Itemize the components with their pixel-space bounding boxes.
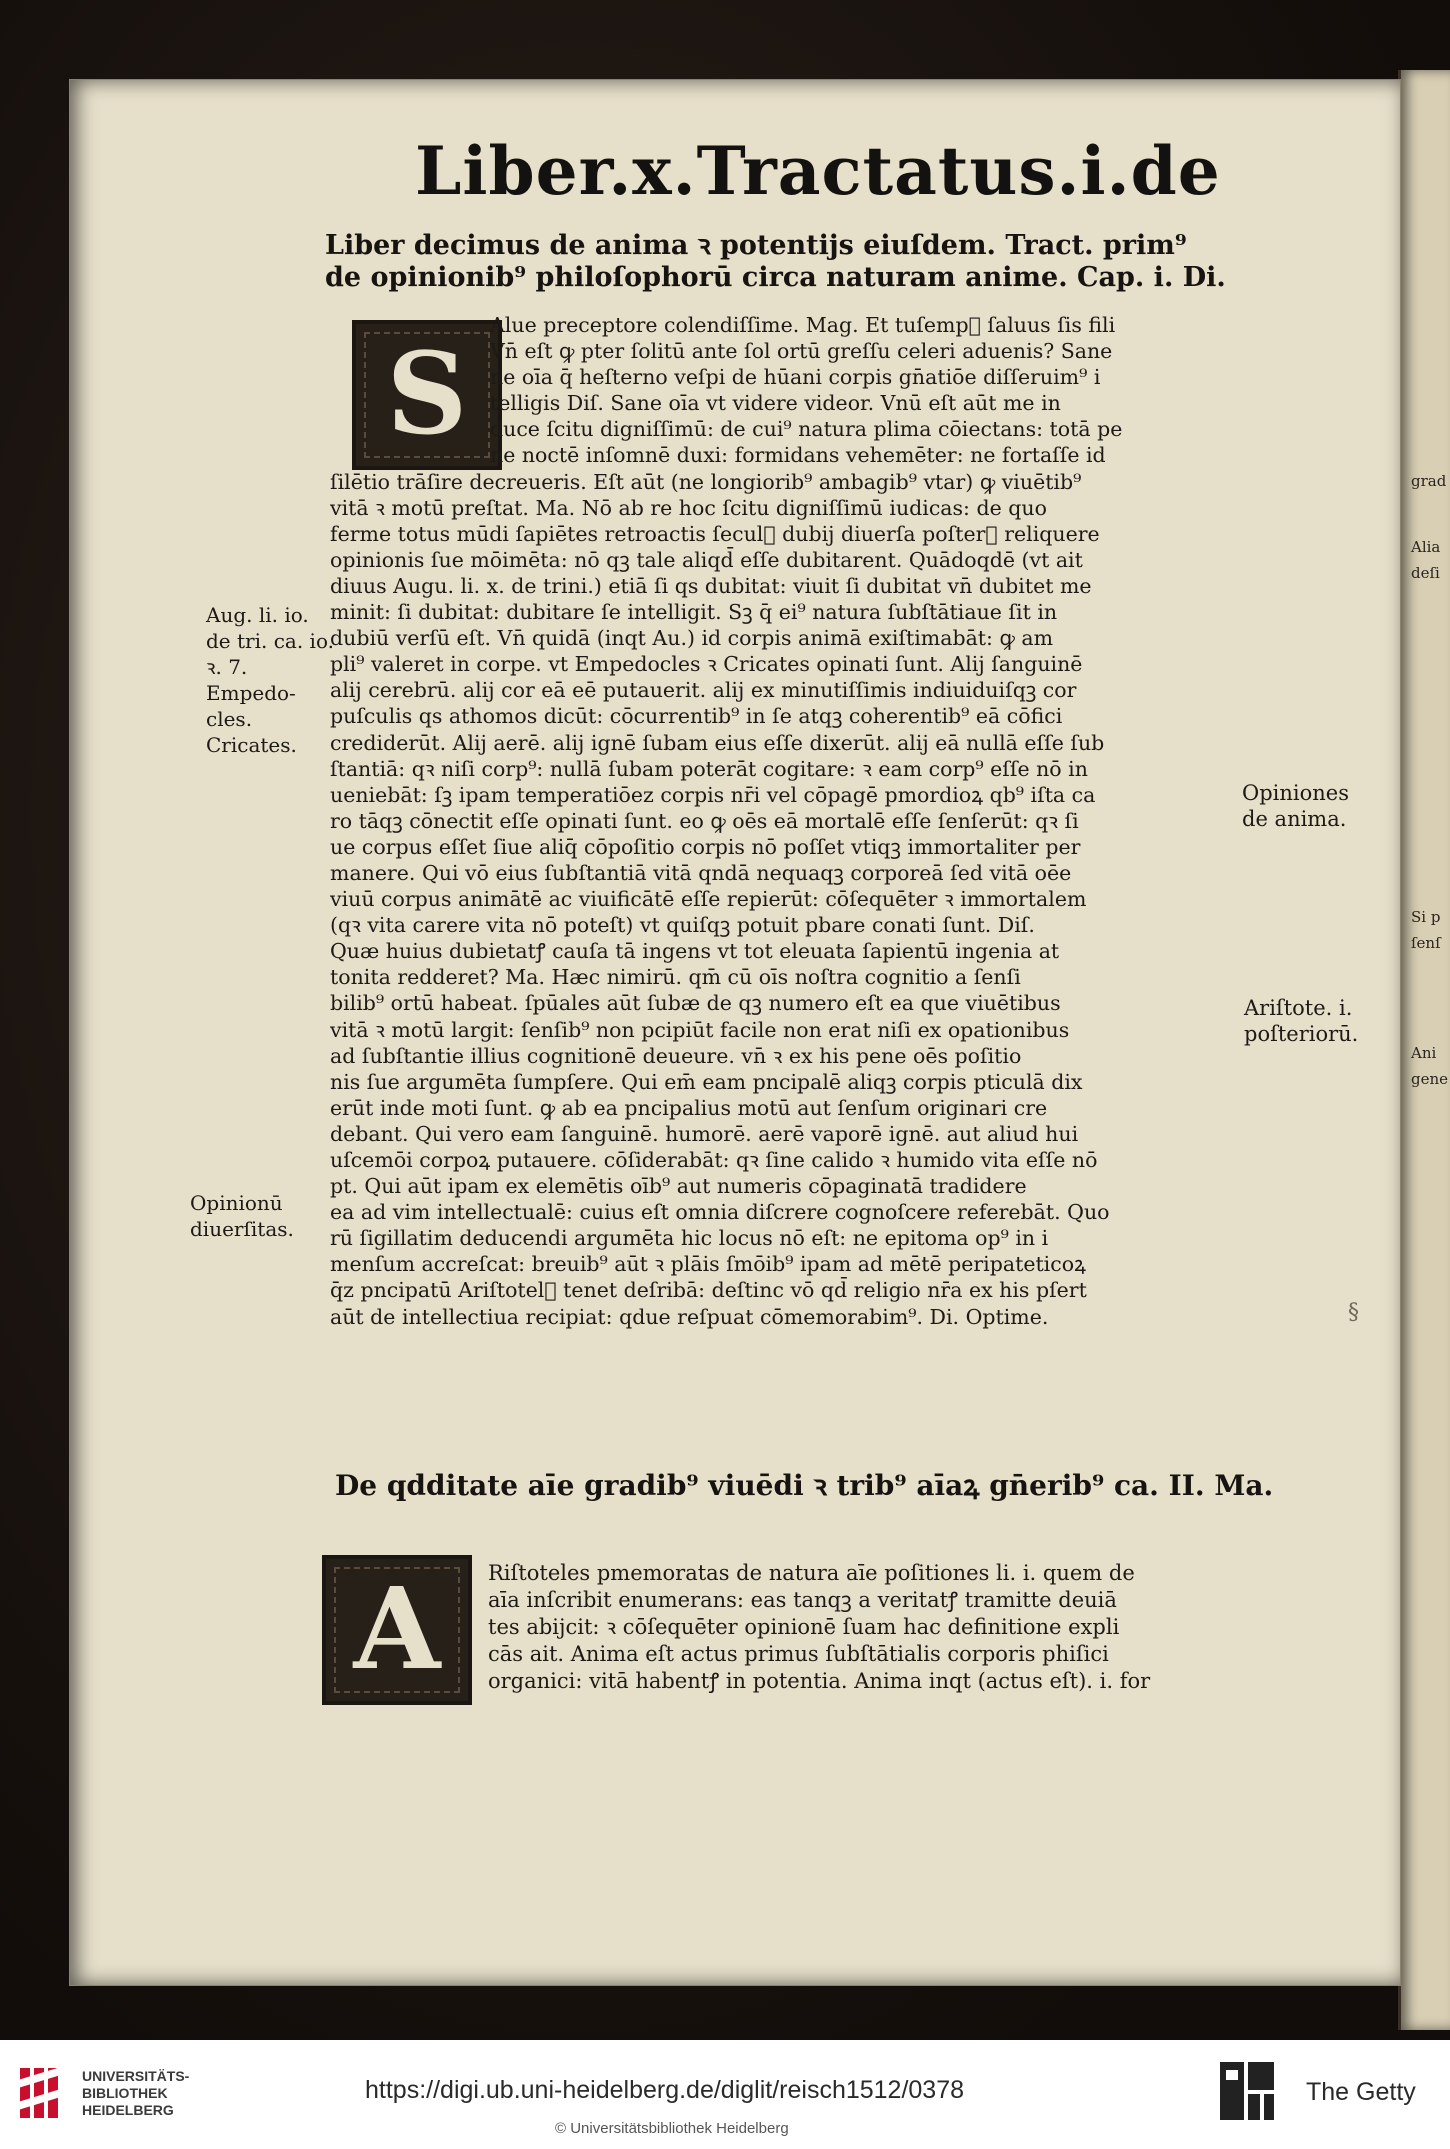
- margin-note-line: poſteriorū.: [1244, 1022, 1359, 1046]
- facing-page-edge: [1398, 70, 1450, 2030]
- margin-note-line: diuerſitas.: [190, 1217, 294, 1241]
- text-line: viuū corpus animātē ac viuificātē eſſe repierūt: cōſequēter ꝛ immortalem: [330, 887, 1087, 912]
- text-line: diuus Augu. li. x. de trini.) etiā ſi qs dubitat: viuit ſi dubitat vn̄ dubitet me: [330, 573, 1092, 598]
- text-line: ea ad vim intellectualē: cuius eſt omnia diſcrere cognoſcere referebāt. Quo: [330, 1200, 1110, 1225]
- getty-logo-icon[interactable]: [1218, 2060, 1276, 2122]
- margin-note-line: Cricates.: [206, 733, 297, 757]
- facing-page-fragment: Ani: [1411, 1044, 1437, 1062]
- text-line: erūt inde moti ſunt. ꝙ ab ea pncipalius motū aut ſenſum originari cre: [330, 1095, 1048, 1120]
- text-line: pli⁹ valeret in corpe. vt Empedocles ꝛ Cricates opinati ſunt. Alij ſanguinē: [330, 652, 1083, 677]
- university-name-line: UNIVERSITÄTS-: [82, 2068, 190, 2084]
- text-line: ne oīa q̄ heſterno veſpi de hūani corpis gn̄atiōe diſſeruim⁹ i: [490, 365, 1101, 390]
- margin-note-augustine: [206, 602, 334, 758]
- facing-page-fragment: deſi: [1411, 564, 1440, 582]
- getty-name: The Getty: [1306, 2078, 1416, 2106]
- text-line: telligis Diſ. Sane oīa vt videre videor. Vnū eſt aūt me in: [490, 391, 1061, 416]
- text-line: ro tāqꝫ cōnectit eſſe opinati ſunt. eo ꝙ oēs eā mortalē eſſe ſenſerūt: qꝛ ſi: [330, 808, 1079, 833]
- initial-letter: S: [386, 329, 468, 460]
- text-line: uſcemōi corpoꝝ putauere. cōſiderabāt: qꝛ ſine calido ꝛ humido vita eſſe nō: [330, 1148, 1098, 1172]
- university-name-line: BIBLIOTHEK: [82, 2085, 168, 2101]
- chapter-title-line: Liber decimus de anima ꝛ potentijs eiuſdem. Tract. prim⁹: [325, 230, 1187, 261]
- margin-note-line: Aug. li. io.: [206, 603, 309, 627]
- text-line: ſtantiā: qꝛ niſi corp⁹: nullā ſubam poterāt cogitare: ꝛ eam corp⁹ eſſe nō in: [330, 756, 1088, 781]
- text-line: ferme totus mūdi ſapiētes retroactis ſecul᷑ dubij diuerſa poſterꝭ reliquere: [330, 521, 1100, 546]
- permalink-url[interactable]: https://digi.ub.uni-heidelberg.de/diglit/reisch1512/0378: [365, 2076, 965, 2104]
- university-name: [82, 2068, 189, 2119]
- text-line: menſum accreſcat: breuib⁹ aūt ꝛ plāis ſmōib⁹ ipam ad mētē peripateticoꝝ: [330, 1252, 1086, 1277]
- facing-page-fragment: ſenſ: [1411, 934, 1441, 952]
- running-head: Liber.x.Tractatus.i.de: [415, 132, 1221, 210]
- facing-page-fragment: gene: [1411, 1070, 1449, 1088]
- text-line: alij cerebrū. alij cor eā eē putauerit. alij ex minutiſſimis indiuiduiſqꝫ cor: [330, 678, 1077, 703]
- text-line: ueniebāt: ſꝫ ipam temperatiōez corpis nr̄i vel cōpagē pmordioꝝ qb⁹ iſta ca: [330, 782, 1096, 807]
- margin-note-aristotle: [1244, 995, 1358, 1047]
- facing-page-fragment: grad: [1411, 472, 1447, 490]
- text-line: pt. Qui aūt ipam ex elemētis oīb⁹ aut numeris cōpaginatā tradidere: [330, 1174, 1027, 1199]
- facing-page-fragment: Alia: [1411, 538, 1441, 556]
- text-line: tes abijcit: ꝛ cōſequēter opinionē ſuam hac definitione expli: [488, 1615, 1120, 1639]
- paragraph-2: [488, 1560, 1298, 1695]
- margin-note-de-anima: [1242, 780, 1349, 832]
- uni-heidelberg-logo-icon[interactable]: [16, 2062, 66, 2124]
- text-line: minit: ſi dubitat: dubitare ſe intelligit. Sꝫ q̄ ei⁹ natura ſubſtātiaue ſit in: [330, 600, 1058, 625]
- text-line: manere. Qui vō eius ſubſtantiā vitā qndā nequaqꝫ corporeā ſed vitā oēe: [330, 860, 1072, 885]
- text-line: ne noctē inſomnē duxi: formidans vehemēter: ne fortaſſe id: [490, 443, 1106, 468]
- text-line: bilib⁹ ortū habeat. ſpūales aūt ſubæ de qꝫ numero eſt ea que viuētibus: [330, 991, 1061, 1016]
- copyright-text: © Universitätsbibliothek Heidelberg: [555, 2120, 789, 2137]
- text-line: debant. Qui vero eam ſanguinē. humorē. aerē vaporē ignē. aut aliud hui: [330, 1121, 1079, 1146]
- text-line: vitā ꝛ motū largit: ſenſib⁹ non pcipiūt facile non erat niſi ex opationibus: [330, 1017, 1070, 1042]
- text-line: rū ſigillatim deducendi argumēta hic locus nō eſt: ne epitoma op⁹ in i: [330, 1226, 1049, 1251]
- margin-note-line: Opiniones: [1242, 781, 1349, 805]
- text-line: crediderūt. Alij aerē. alij ignē ſubam eius eſſe dixerūt. alij eā nullā eſſe ſub: [330, 730, 1105, 755]
- text-line: duce ſcitu digniſſimū: de cui⁹ natura plima cōiectans: totā pe: [490, 417, 1123, 442]
- text-line: (qꝛ vita carere vita nō poteſt) vt quiſqꝫ potuit pbare conati ſunt. Diſ.: [330, 913, 1035, 938]
- bleed-through-mark: §: [1348, 1300, 1359, 1325]
- margin-note-line: Opinionū: [190, 1191, 283, 1215]
- margin-note-line: Ariſtote. i.: [1244, 996, 1353, 1020]
- margin-note-line: Empedo-: [206, 681, 296, 705]
- text-line: organici: vitā habentꝭ in potentia. Anima inqt (actus eſt). i. for: [488, 1669, 1151, 1693]
- text-line: opinionis ſue mōimēta: nō qꝫ tale aliqd̄ eſſe dubitarent. Quādoqdē (vt ait: [330, 547, 1083, 572]
- chapter-title-line: de opinionib⁹ philoſophorū circa naturam anime. Cap. i. Di.: [325, 262, 1226, 293]
- text-line: puſculis qs athomos dicūt: cōcurrentib⁹ in ſe atqꝫ coherentib⁹ eā cōfici: [330, 704, 1063, 729]
- facing-page-fragment: Si p: [1411, 908, 1441, 926]
- text-line: Alue preceptore colendiſſime. Mag. Et tuſemp᷑ ſaluus ſis fili: [490, 313, 1116, 337]
- text-line: dubiū verſū eſt. Vn̄ quidā (inqt Au.) id corpis animā exiſtimabāt: ꝙ am: [330, 626, 1054, 651]
- text-line: ſilētio trāſire decreueris. Eſt aūt (ne longiorib⁹ ambagib⁹ vtar) ꝙ viuētib⁹: [330, 469, 1082, 494]
- margin-note-line: ꝛ. 7.: [206, 655, 248, 679]
- text-line: vitā ꝛ motū preſtat. Ma. Nō ab re hoc ſcitu digniſſimū iudicas: de quo: [330, 495, 1047, 520]
- text-line: Riſtoteles pmemoratas de natura aīe poſitiones li. i. quem de: [488, 1561, 1135, 1585]
- margin-note-line: de anima.: [1242, 807, 1347, 831]
- text-line: ue corpus eſſet ſiue aliq̄ cōpoſitio corpis nō poſſet vtiqꝫ immortaliter per: [330, 834, 1081, 859]
- book-page: [70, 80, 1400, 1985]
- text-line: Quæ huius dubietatꝭ cauſa tā ingens vt tot eleuata ſapientū ingenia at: [330, 939, 1060, 964]
- margin-note-opinions: [190, 1190, 294, 1242]
- text-line: q̄z pncipatū Ariſtotel᷑ tenet deſribā: deſtinc vō qd̄ religio nr̄a ex his pſert: [330, 1278, 1087, 1303]
- text-line: aūt de intellectiua recipiat: qdue reſpuat cōmemorabim⁹. Di. Optime.: [330, 1304, 1049, 1329]
- paragraph-1: [330, 312, 1310, 1330]
- text-line: tonita redderet? Ma. Hæc nimirū. qm̄ cū oīs noſtra cognitio a ſenſi: [330, 965, 1021, 990]
- margin-note-line: cles.: [206, 707, 253, 731]
- text-line: nis ſue argumēta ſumpſere. Qui em̄ eam pncipalē aliqꝫ corpis pticulā dix: [330, 1069, 1083, 1094]
- text-line: aīa inſcribit enumerans: eas tanqꝫ a veritatꝭ tramitte deuiā: [488, 1588, 1117, 1612]
- text-line: Vn̄ eſt ꝙ pter ſolitū ante ſol ortū greſſu celeri aduenis? Sane: [490, 339, 1113, 364]
- text-line: cās ait. Anima eſt actus primus ſubſtātialis corporis phiſici: [488, 1642, 1109, 1666]
- text-line: ad ſubſtantie illius cognitionē deueure. vn̄ ꝛ ex his pene oēs poſitio: [330, 1043, 1022, 1068]
- initial-letter: A: [353, 1564, 441, 1695]
- viewer-footer: [0, 2040, 1450, 2149]
- chapter-2-title: De qdditate aīe gradib⁹ viuēdi ꝛ trib⁹ aīaꝝ gn̄erib⁹ ca. II. Ma.: [335, 1470, 1274, 1502]
- margin-note-line: de tri. ca. io.: [206, 629, 334, 653]
- university-name-line: HEIDELBERG: [82, 2102, 174, 2118]
- decorated-initial: [322, 1555, 472, 1705]
